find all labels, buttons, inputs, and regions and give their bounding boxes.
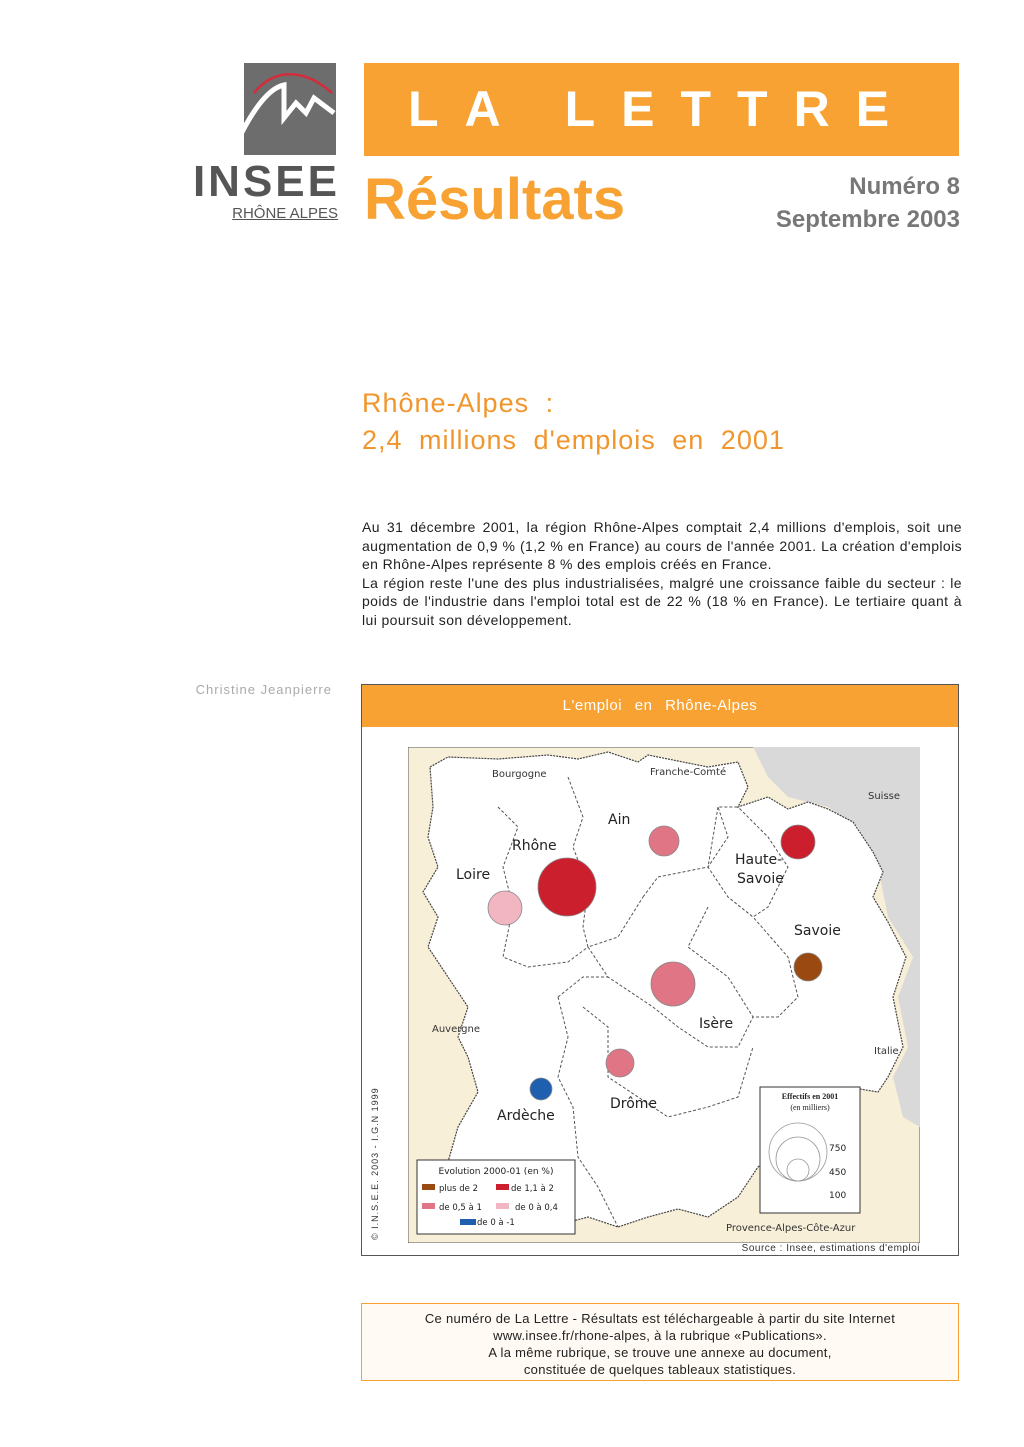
- note-line-4: constituée de quelques tableaux statistiques.: [523, 1362, 797, 1377]
- intro-paragraph-1: Au 31 décembre 2001, la région Rhône-Alpes comptait 2,4 millions d'emplois, soit une augmentation de 0,9 % (1,2 % en France) au cours de l'année 2001. La création d'emplois en Rhône-Alpes représente 8 % des emplois créés en France.: [362, 519, 962, 572]
- download-note: [361, 1303, 959, 1381]
- size-legend-450: 450: [829, 1168, 847, 1178]
- label-savoie: Savoie: [794, 923, 841, 939]
- logo-mountain-icon: [244, 63, 336, 155]
- label-loire: Loire: [456, 867, 491, 883]
- size-legend-750: 750: [829, 1144, 847, 1154]
- headline-line-2: 2,4 millions d'emplois en 2001: [362, 425, 785, 455]
- swatch-0-5-a-1: [422, 1203, 435, 1209]
- swatch-0-a-minus-1: [460, 1219, 476, 1225]
- insee-logo-word: INSEE: [192, 157, 340, 206]
- label-franche-comte: Franche-Comté: [650, 767, 727, 778]
- issue-date: Septembre 2003: [775, 206, 960, 233]
- article-headline: [362, 385, 962, 459]
- note-line-3: A la même rubrique, se trouve une annexe au document,: [488, 1345, 832, 1360]
- label-haute-savoie-1: Haute-: [735, 852, 783, 868]
- circle-loire: [488, 891, 522, 925]
- circle-haute-savoie: [781, 825, 815, 859]
- label-suisse: Suisse: [868, 791, 901, 802]
- region-map: [408, 747, 920, 1243]
- legend-plus-de-2: plus de 2: [439, 1184, 479, 1194]
- circle-ardeche: [530, 1078, 552, 1100]
- insee-logo-region: RHÔNE ALPES: [232, 205, 338, 222]
- size-legend-100: 100: [829, 1191, 847, 1201]
- figure-title: L'emploi en Rhône-Alpes: [362, 685, 958, 727]
- note-line-2[interactable]: www.insee.fr/rhone-alpes, à la rubrique «Publications».: [493, 1328, 827, 1343]
- publication-subtitle: Résultats: [364, 167, 626, 232]
- headline-line-1: Rhône-Alpes :: [362, 388, 555, 418]
- size-legend: [760, 1087, 860, 1213]
- figure-source: Source : Insee, estimations d'emploi: [741, 1243, 920, 1254]
- color-legend: [417, 1160, 575, 1234]
- circle-ain: [649, 826, 679, 856]
- legend-0-a-0-4: de 0 à 0,4: [515, 1203, 558, 1213]
- issue-info: [700, 170, 960, 236]
- size-legend-subtitle: (en milliers): [790, 1103, 830, 1112]
- label-auvergne: Auvergne: [432, 1024, 481, 1035]
- label-bourgogne: Bourgogne: [492, 769, 547, 780]
- size-legend-title: Effectifs en 2001: [781, 1092, 839, 1101]
- map-copyright: © I.N.S.E.E. 2003 - I.G.N 1999: [370, 1087, 380, 1240]
- legend-0-5-a-1: de 0,5 à 1: [439, 1203, 482, 1213]
- label-drome: Drôme: [610, 1096, 658, 1112]
- insee-logo-mark: [244, 63, 336, 155]
- label-ardeche: Ardèche: [497, 1108, 555, 1124]
- label-haute-savoie-2: Savoie: [737, 871, 784, 887]
- label-isere: Isère: [699, 1016, 734, 1032]
- author-name: Christine Jeanpierre: [195, 682, 332, 697]
- circle-rhone: [538, 858, 596, 916]
- swatch-plus-de-2: [422, 1184, 435, 1190]
- color-legend-title: Evolution 2000-01 (en %): [438, 1167, 554, 1177]
- banner-title: LA LETTRE: [407, 81, 916, 137]
- circle-savoie: [794, 953, 822, 981]
- label-ain: Ain: [608, 812, 631, 828]
- circle-drome: [606, 1049, 634, 1077]
- article-intro: [362, 518, 962, 629]
- swatch-1-1-a-2: [496, 1184, 509, 1190]
- swatch-0-a-0-4: [496, 1203, 509, 1209]
- note-line-1: Ce numéro de La Lettre - Résultats est téléchargeable à partir du site Internet: [424, 1311, 896, 1326]
- legend-1-1-a-2: de 1,1 à 2: [511, 1184, 554, 1194]
- title-banner: [364, 63, 959, 156]
- circle-isere: [651, 962, 695, 1006]
- label-italie: Italie: [874, 1046, 899, 1057]
- issue-number: Numéro 8: [849, 173, 960, 200]
- intro-paragraph-2: La région reste l'une des plus industrialisées, malgré une croissance faible du secteur : le poids de l'industrie dans l'emploi total est de 22 % (18 % en France). Le tertiaire quant à lui poursuit son développement.: [362, 574, 962, 628]
- legend-0-a-minus-1: de 0 à -1: [477, 1218, 515, 1228]
- label-rhone: Rhône: [512, 838, 557, 854]
- label-paca: Provence-Alpes-Côte-Azur: [726, 1223, 856, 1234]
- employment-map-figure: [361, 684, 959, 1256]
